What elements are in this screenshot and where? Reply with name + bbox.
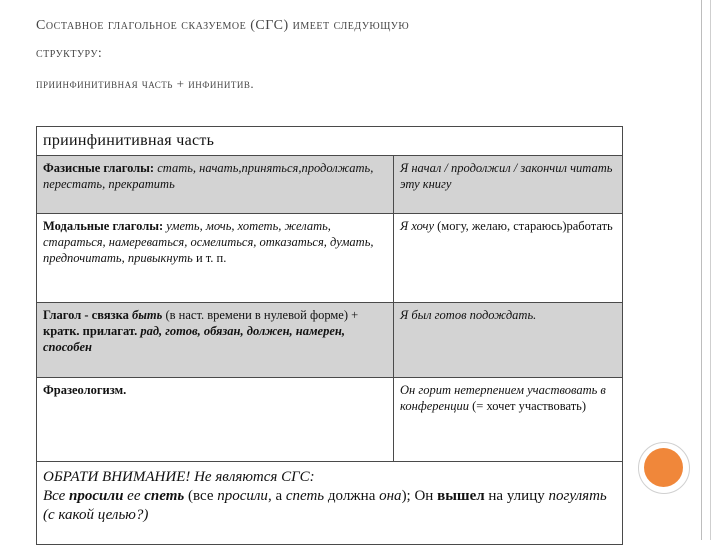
row-example-cell: Я был готов подождать. <box>400 308 537 322</box>
row-left-cell: Фразеологизм. <box>37 378 394 461</box>
example-part: (могу, желаю, стараюсь) <box>434 219 567 233</box>
example-part: Я хочу <box>400 219 435 233</box>
row-left-cell <box>37 214 394 302</box>
example-part: работать <box>566 219 613 233</box>
row-example-cell: Я начал / продолжил / закончил читать эту книгу <box>400 161 613 191</box>
slide-decoration-dot <box>644 448 683 487</box>
row-left-cell <box>37 156 394 213</box>
row-left-cell <box>37 303 394 377</box>
note-text: Все просили ее спеть (все просили, а спеть должна она); Он вышел на улицу погулять (с какой целью?) <box>43 488 607 523</box>
slide-heading <box>36 12 626 98</box>
table-header: приинфинитивная часть <box>37 127 622 156</box>
row-etc: и т. п. <box>192 251 227 265</box>
example-part: (= хочет участвовать) <box>469 399 587 413</box>
row-examples: рад, готов, обязан, должен, намерен, способен <box>43 324 345 354</box>
table-row <box>37 214 622 303</box>
note-box <box>37 462 622 544</box>
row-text: (в наст. времени в нулевой форме) + <box>162 308 359 322</box>
note-title: ОБРАТИ ВНИМАНИЕ! Не являются СГС: <box>43 469 315 485</box>
row-term: Модальные глаголы: <box>43 219 164 233</box>
example-part: Он горит нетерпением участвовать в конференции <box>400 383 606 413</box>
structure-table <box>36 126 623 545</box>
table-row <box>37 378 622 462</box>
table-row <box>37 303 622 378</box>
heading-line-3: приинфинитивная часть + инфинитив. <box>36 76 255 91</box>
row-term-2: кратк. прилагат. <box>43 324 138 338</box>
row-example-cell <box>394 378 622 461</box>
row-example-cell <box>394 214 622 302</box>
heading-line-2: структуру: <box>36 46 103 61</box>
heading-line-1: Составное глагольное сказуемое (СГС) имеет следующую <box>36 18 410 33</box>
table-row <box>37 156 622 214</box>
row-term: Фазисные глаголы: <box>43 161 155 175</box>
row-examples: стать, начать,приняться,продолжать, перестать, прекратить <box>43 161 374 191</box>
row-term-word: быть <box>132 308 163 322</box>
row-term: Глагол - связка <box>43 308 132 322</box>
row-examples: уметь, мочь, хотеть, желать, стараться, намереваться, осмелиться, отказаться, думать, предпочитать, привыкнуть <box>43 219 374 265</box>
slide-border-line-2 <box>692 0 711 540</box>
